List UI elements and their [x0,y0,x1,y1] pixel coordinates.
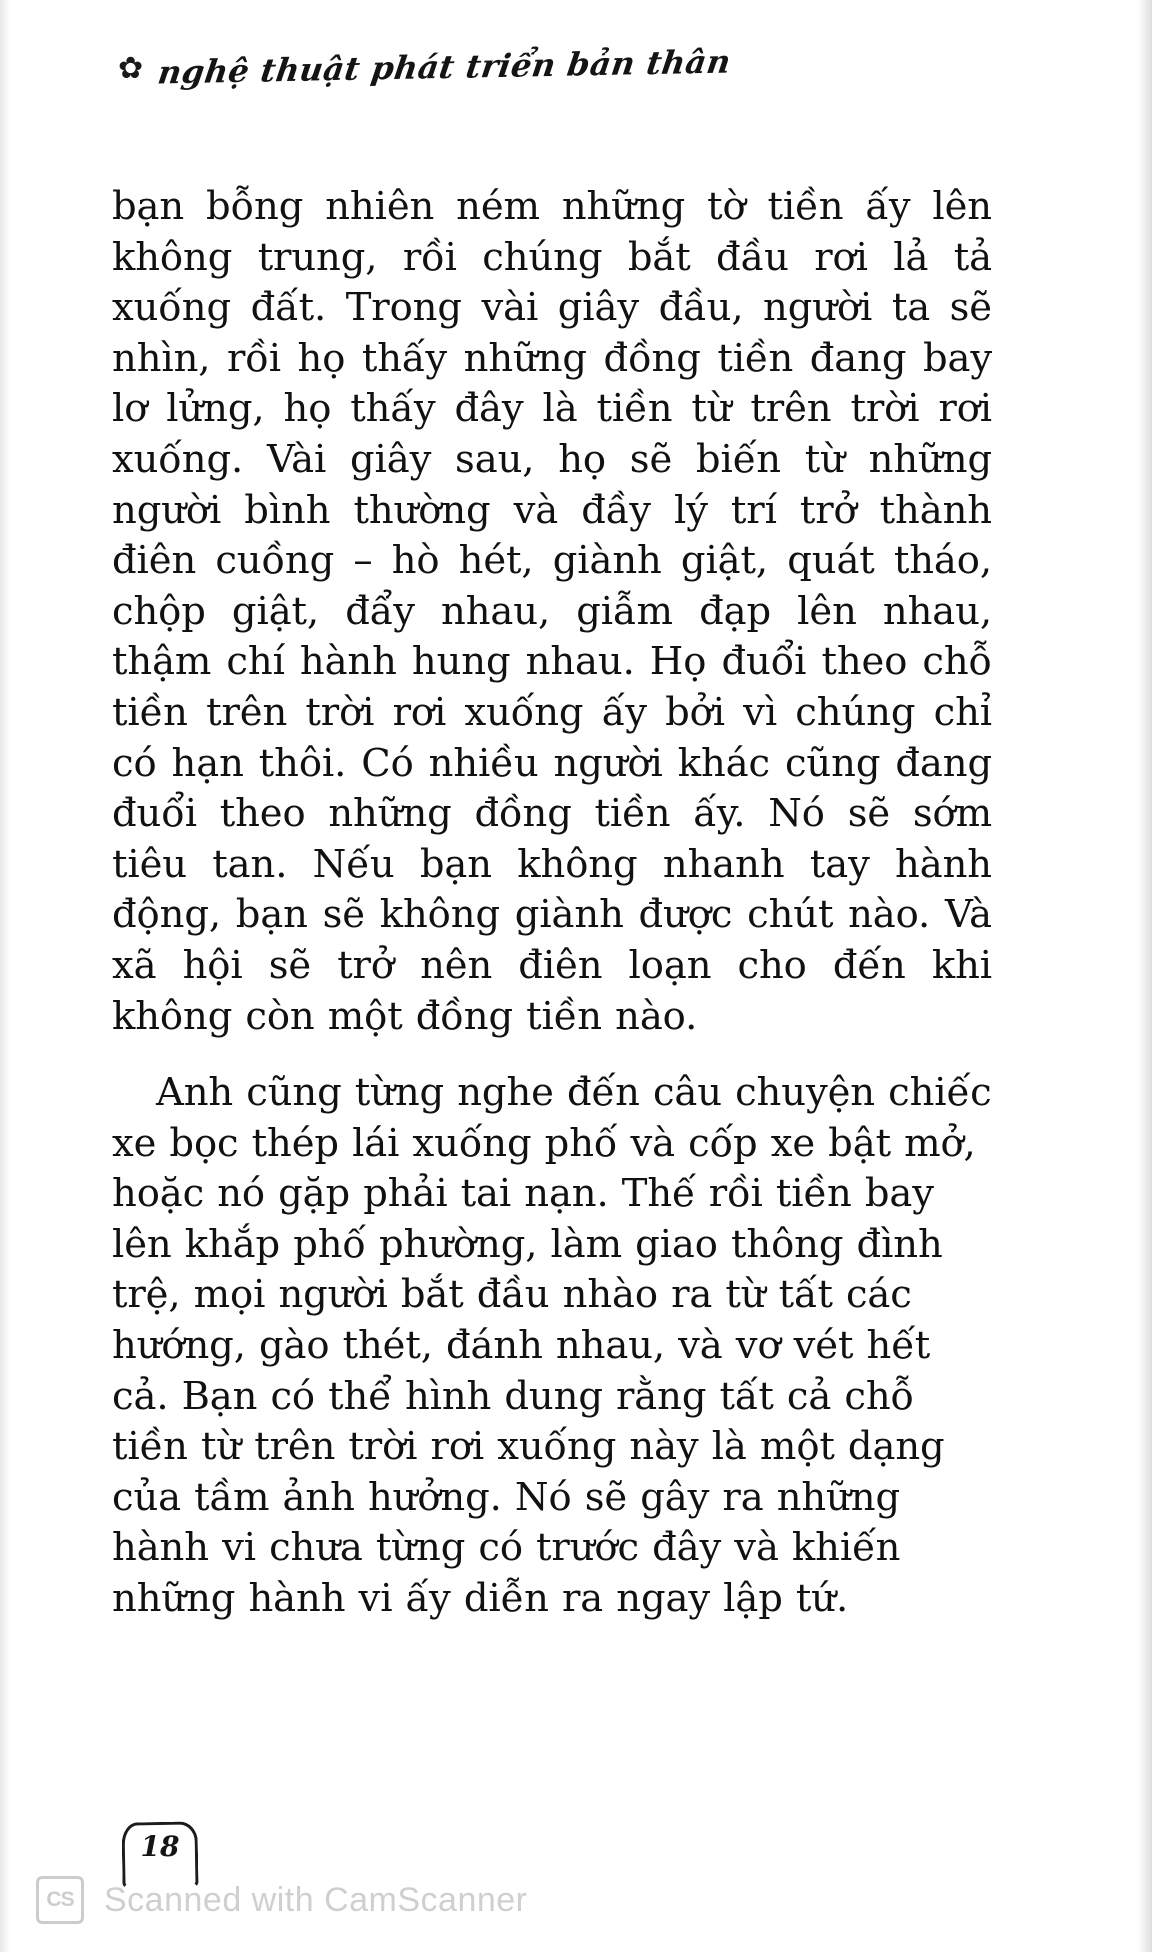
paragraph: Anh cũng từng nghe đến câu chuyện chiếc xe bọc thép lái xuống phố và cốp xe bật mở, hoặc nó gặp phải tai nạn. Thế rồi tiền bay lên khắp phố phường, làm giao thông đình trệ, mọi người bắt đầu nhào ra từ tất các hướng, gào thét, đánh nhau, và vơ vét hết cả. Bạn có thể hình dung rằng tất cả chỗ tiền từ trên trời rơi xuống này là một dạng của tầm ảnh hưởng. Nó sẽ gây ra những hành vi chưa từng có trước đây và khiến những hành vi ấy diễn ra ngay lập tứ. [112,1070,992,1622]
page-body [112,182,992,1625]
camscanner-watermark-text: Scanned with CamScanner [104,1880,528,1919]
paragraph: bạn bỗng nhiên ném những tờ tiền ấy lên không trung, rồi chúng bắt đầu rơi lả tả xuống đất. Trong vài giây đầu, người ta sẽ nhìn, rồi họ thấy những đồng tiền đang bay lơ lửng, họ thấy đây là tiền từ trên trời rơi xuống. Vài giây sau, họ sẽ biến từ những người bình thường và đầy lý trí trở thành điên cuồng – hò hét, giành giật, quát tháo, chộp giật, đẩy nhau, giẫm đạp lên nhau, thậm chí hành hung nhau. Họ đuổi theo chỗ tiền trên trời rơi xuống ấy bởi vì chúng chỉ có hạn thôi. Có nhiều người khác cũng đang đuổi theo những đồng tiền ấy. Nó sẽ sớm tiêu tan. Nếu bạn không nhanh tay hành động, bạn sẽ không giành được chút nào. Và xã hội sẽ trở nên điên loạn cho đến khi không còn một đồng tiền nào. [112,184,992,1039]
running-header [118,42,734,92]
flower-ornament-icon: ✿ [118,52,144,85]
book-title: nghệ thuật phát triển bản thân [155,42,734,92]
page-number-value: 18 [140,1830,180,1863]
camscanner-watermark [36,1876,528,1924]
camscanner-logo-icon: CS [36,1876,84,1924]
